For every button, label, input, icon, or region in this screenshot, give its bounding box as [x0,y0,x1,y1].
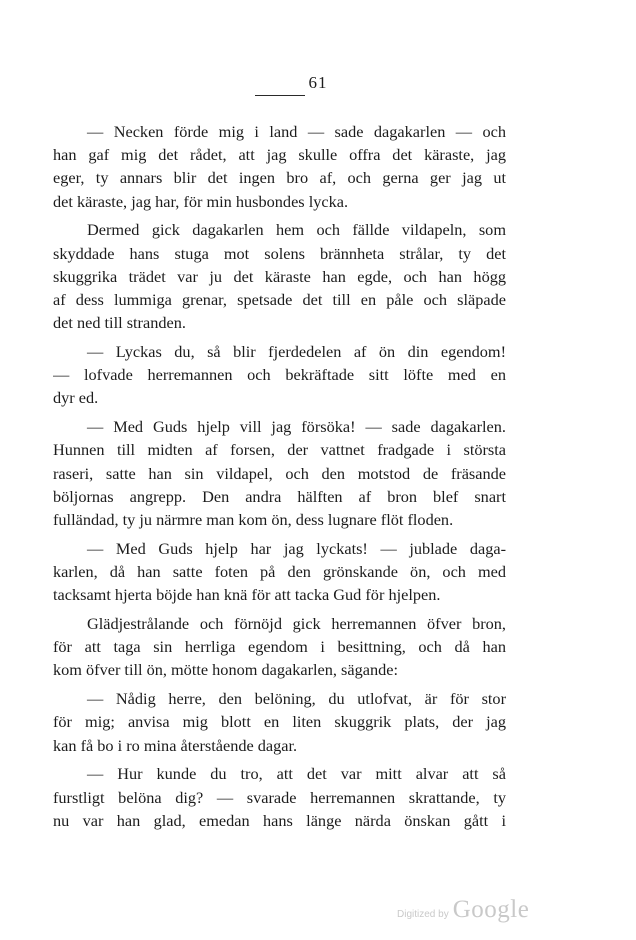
text-line: det ned till stranden. [53,313,186,333]
text-line: — Lyckas du, så blir fjerdedelen af ön din egendom! [87,342,506,362]
text-line: det käraste, jag har, för min husbondes lycka. [53,191,349,211]
text-line: karlen, då han satte foten på den grönskande ön, och med [53,562,506,582]
text-line: skuggrika trädet var ju det käraste han egde, och han högg [53,266,506,286]
text-line: dyr ed. [53,388,99,408]
google-logo: Google [452,896,530,923]
text-line: — Nådig herre, den belöning, du utlofvat, är för stor [87,689,506,709]
page-number: 61 [308,73,328,92]
paragraph-6 [53,612,506,682]
paragraph-1 [53,120,506,213]
text-line: — Hur kunde du tro, att det var mitt alvar att så [87,764,506,784]
text-line: raseri, satte han sin vildapel, och den motstod de fräsande [53,463,506,483]
text-line: nu var han glad, emedan hans länge närda önskan gått i [53,810,506,830]
text-line: — lofvade herremannen och bekräftade sitt löfte med en [53,365,506,385]
text-line: för att taga sin herrliga egendom i besittning, och då han [53,637,506,657]
text-line: Hunnen till midten af forsen, der vattnet fradgade i största [53,440,506,460]
paragraph-8 [53,762,506,832]
paragraph-7 [53,687,506,757]
paragraph-3 [53,340,506,410]
text-line: kom öfver till ön, mötte honom dagakarlen, sägande: [53,660,398,680]
text-line: för mig; anvisa mig blott en liten skuggrik plats, der jag [53,712,506,732]
watermark-digitized-label: Digitized by [397,909,449,920]
text-line: — Med Guds hjelp vill jag försöka! — sade dagakarlen. [87,417,506,437]
text-line: furstligt belöna dig? — svarade herremannen skrattande, ty [53,787,506,807]
paragraph-4 [53,415,506,531]
paragraph-2 [53,218,506,334]
digitized-by-google-watermark [397,896,529,926]
text-line: af dess lummiga grenar, spetsade det till en påle och släpade [53,290,506,310]
text-line: fulländad, ty ju närmre man kom ön, dess lugnare flöt floden. [53,510,454,530]
page-number-rule [255,95,305,96]
text-line: eger, ty annars blir det ingen bro af, och gerna ger jag ut [53,168,506,188]
text-line: — Med Guds hjelp har jag lyckats! — jublade daga- [87,538,506,558]
text-line: Glädjestrålande och förnöjd gick herremannen öfver bron, [87,614,506,634]
text-line: Dermed gick dagakarlen hem och fällde vildapeln, som [87,220,506,240]
text-line: böljornas angrepp. Den andra hälften af bron blef snart [53,486,506,506]
text-line: kan få bo i ro mina återstående dagar. [53,735,298,755]
paragraph-5 [53,537,506,607]
body-text [53,120,506,838]
text-line: — Necken förde mig i land — sade dagakarlen — och [87,122,506,141]
text-line: han gaf mig det rådet, att jag skulle offra det käraste, jag [53,145,506,165]
text-line: tacksamt hjerta böjde han knä för att tacka Gud för hjelpen. [53,585,441,605]
text-line: skyddade hans stuga mot solens brännheta strålar, ty det [53,243,506,263]
